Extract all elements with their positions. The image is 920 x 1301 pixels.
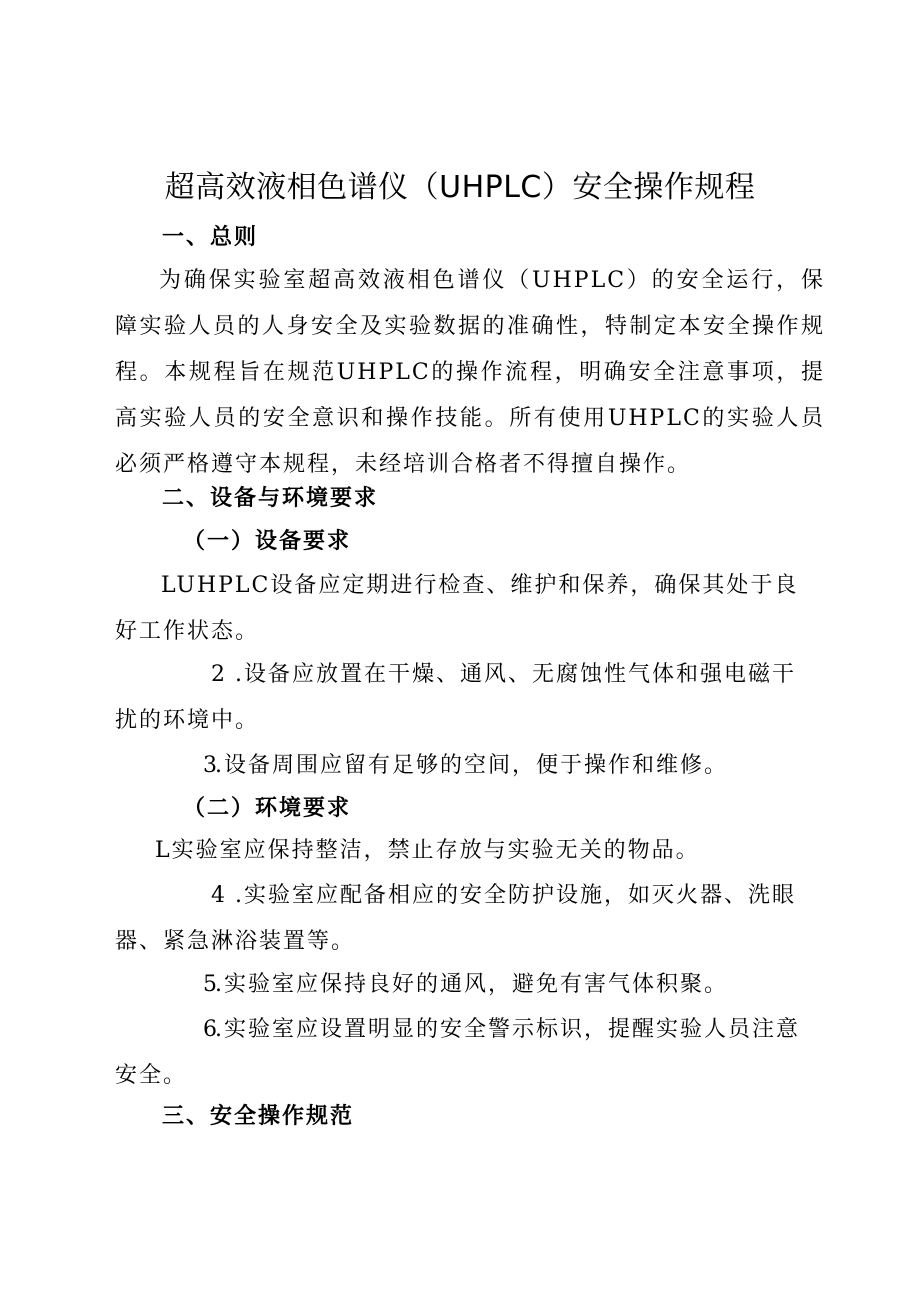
document-title: 超高效液相色谱仪（UHPLC）安全操作规程 [164, 170, 756, 205]
item-text: .设备周围应留有足够的空间，便于操作和维修。 [215, 753, 728, 778]
section-heading-general: 一、总则 [162, 224, 259, 250]
section-heading-safe-operation: 三、安全操作规范 [162, 1103, 355, 1129]
subheading-environment-requirements: （二）环境要求 [183, 795, 352, 821]
item-number: 3 [203, 753, 219, 778]
equipment-item-1 [115, 563, 815, 655]
general-paragraph: 为确保实验室超高效液相色谱仪（UHPLC）的安全运行，保障实验人员的人身安全及实验数据的准确性，特制定本安全操作规程。本规程旨在规范UHPLC的操作流程，明确安全注意事项，提高实验人员的安全意识和操作技能。所有使用UHPLC的实验人员必须严格遵守本规程，未经培训合格者不得擅自操作。 [115, 268, 825, 477]
item-number: 5 [203, 972, 219, 997]
item-number: 6 [203, 1017, 219, 1042]
item-text: .实验室应保持良好的通风，避免有害气体积聚。 [215, 972, 728, 997]
item-number: 4 [211, 883, 227, 908]
item-text: L实验室应保持整洁，禁止存放与实验无关的物品。 [155, 838, 700, 863]
environment-item-1 [115, 828, 815, 874]
section-heading-equipment-environment: 二、设备与环境要求 [162, 485, 379, 511]
environment-item-3 [115, 962, 815, 1008]
item-text: .实验室应配备相应的安全防护设施，如灭火器、洗眼器、紧急淋浴装置等。 [115, 883, 796, 954]
environment-item-2 [115, 873, 815, 965]
subheading-equipment-requirements: （一）设备要求 [183, 528, 352, 554]
item-number: 2 [211, 662, 227, 687]
item-text: .实验室应设置明显的安全警示标识，提醒实验人员注意安全。 [115, 1017, 800, 1088]
environment-item-4 [115, 1007, 815, 1099]
item-text: LUHPLC设备应定期进行检查、维护和保养，确保其处于良好工作状态。 [115, 573, 799, 644]
equipment-item-2 [115, 652, 815, 744]
item-text: .设备应放置在干燥、通风、无腐蚀性气体和强电磁干扰的环境中。 [115, 662, 796, 733]
equipment-item-3 [115, 743, 815, 789]
